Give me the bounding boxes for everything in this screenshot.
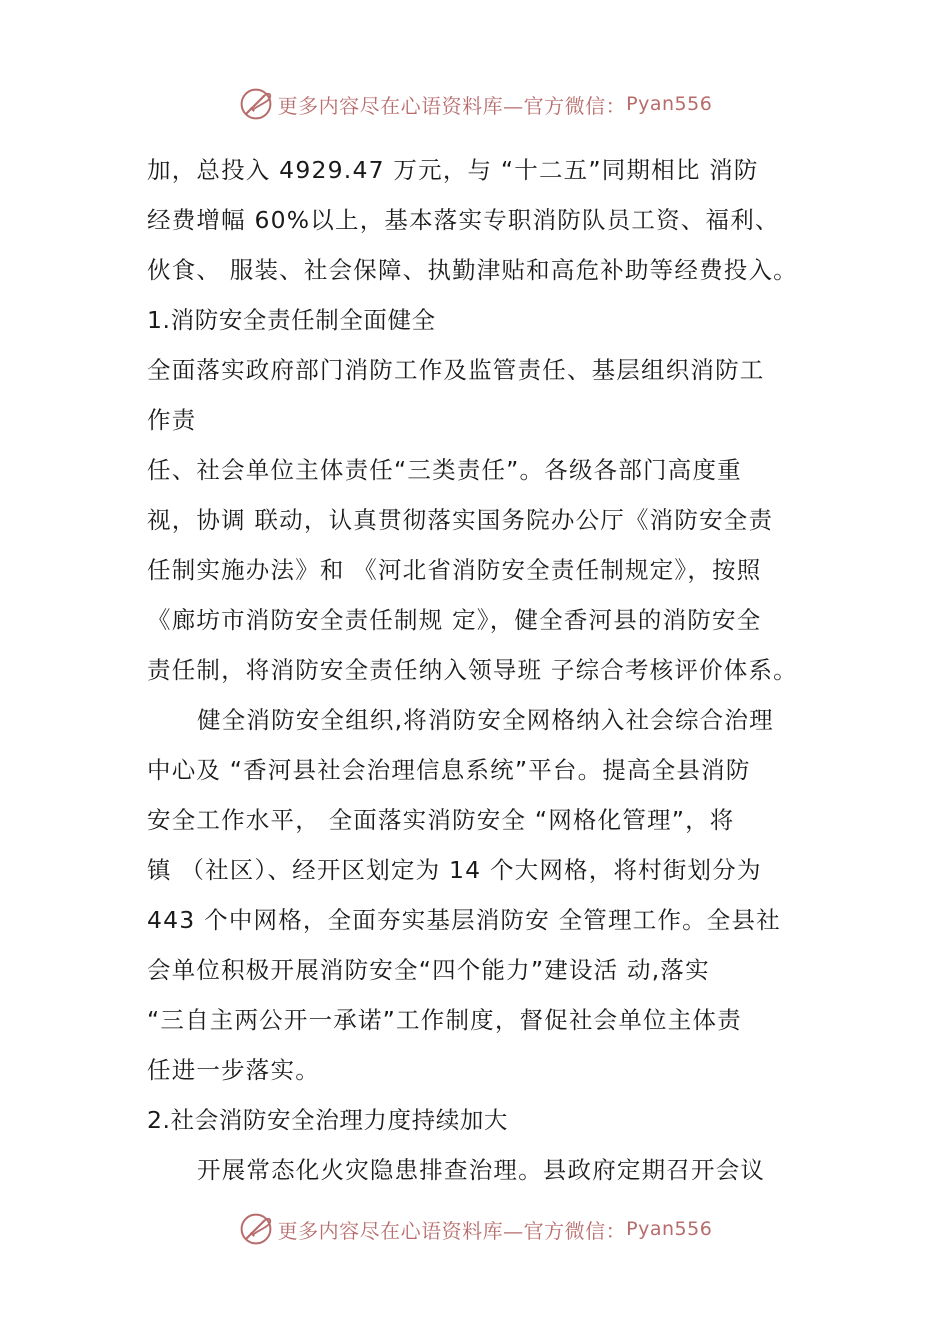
text-line: 443 个中网格，全面夯实基层消防安 全管理工作。全县社 <box>147 906 781 934</box>
text-line: “三自主两公开一承诺”工作制度，督促社会单位主体责 <box>147 1006 742 1034</box>
text-line: 任、社会单位主体责任“三类责任”。各级各部门高度重 <box>147 456 742 484</box>
banner-wechat-id: Pyan556 <box>626 93 713 115</box>
text-line: 伙食、 服装、社会保障、执勤津贴和高危补助等经费投入。 <box>147 256 798 284</box>
banner-text: 更多内容尽在心语资料库—官方微信： <box>277 93 627 118</box>
text-line: 《廊坊市消防安全责任制规 定》，健全香河县的消防安全 <box>147 606 762 634</box>
header-banner <box>0 82 950 126</box>
text-line: 安全工作水平， 全面落实消防安全 “网格化管理”，将 <box>147 806 735 834</box>
text-line: 作责 <box>147 406 197 434</box>
text-line: 中心及 “香河县社会治理信息系统”平台。提高全县消防 <box>147 756 751 784</box>
text-line: 会单位积极开展消防安全“四个能力”建设活 动,落实 <box>147 956 710 984</box>
text-line: 任进一步落实。 <box>147 1056 320 1084</box>
text-line: 责任制，将消防安全责任纳入领导班 子综合考核评价体系。 <box>147 656 798 684</box>
banner-text: 更多内容尽在心语资料库—官方微信： <box>277 1218 627 1243</box>
text-line: 经费增幅 60%以上，基本落实专职消防队员工资、福利、 <box>147 206 780 234</box>
text-line: 加，总投入 4929.47 万元，与 “十二五”同期相比 消防 <box>147 156 759 184</box>
section-heading: 1.消防安全责任制全面健全 <box>147 306 436 334</box>
section-heading: 2.社会消防安全治理力度持续加大 <box>147 1106 509 1134</box>
footer-banner <box>0 1207 950 1251</box>
text-line: 全面落实政府部门消防工作及监管责任、基层组织消防工 <box>147 356 765 384</box>
quill-logo-icon <box>238 86 274 122</box>
text-line: 视，协调 联动，认真贯彻落实国务院办公厅《消防安全责 <box>147 506 774 534</box>
text-line: 任制实施办法》和 《河北省消防安全责任制规定》，按照 <box>147 556 762 584</box>
document-body <box>147 145 812 1195</box>
text-line: 开展常态化火灾隐患排查治理。县政府定期召开会议 <box>197 1156 766 1184</box>
banner-wechat-id: Pyan556 <box>626 1218 713 1240</box>
text-line: 镇 （社区）、经开区划定为 14 个大网格，将村街划分为 <box>147 856 762 884</box>
quill-logo-icon <box>238 1211 274 1247</box>
text-line: 健全消防安全组织,将消防安全网格纳入社会综合治理 <box>197 706 774 734</box>
